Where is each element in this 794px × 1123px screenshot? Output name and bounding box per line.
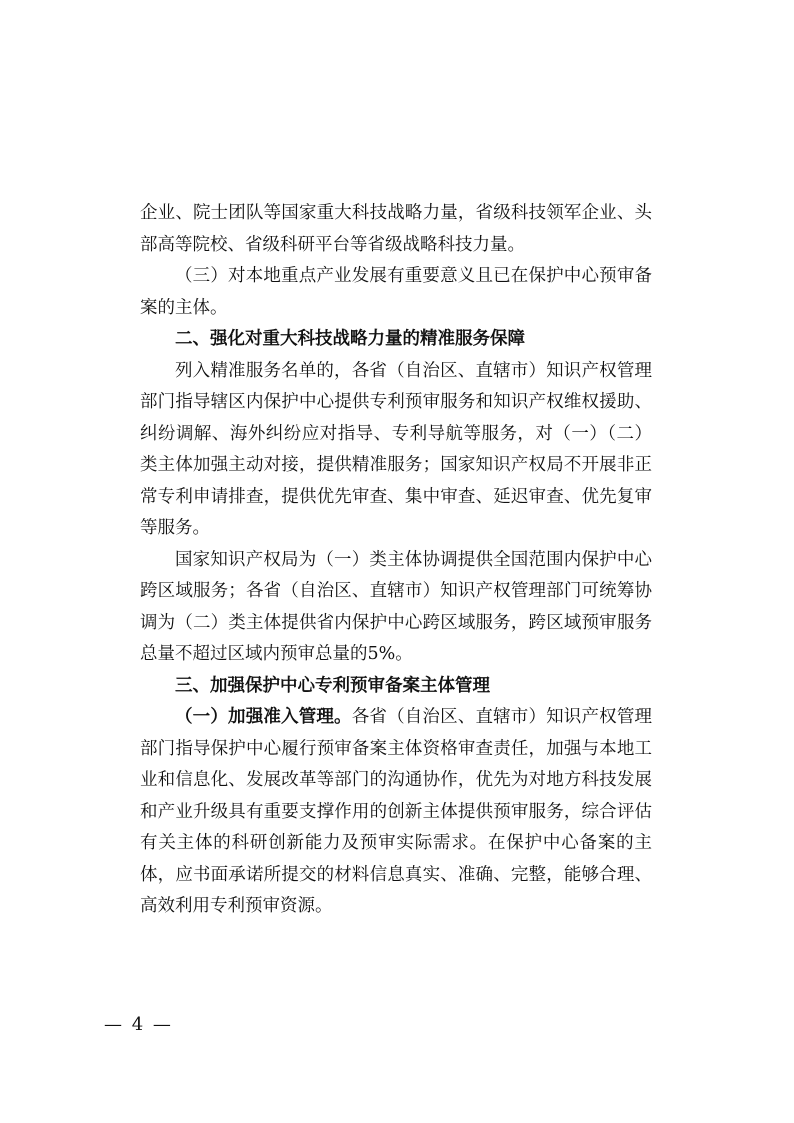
section-heading-two: 二、强化对重大科技战略力量的精准服务保障 xyxy=(175,329,525,349)
paragraph-cross-region: 国家知识产权局为（一）类主体协调提供全国范围内保护中心跨区域服务；各省（自治区、直辖市）知识产权管理部门可统筹协调为（二）类主体提供省内保护中心跨区域服务，跨区域预审服务总量不超过区域内预审总量的5%。 xyxy=(140,549,652,664)
paragraph-body: 各省（自治区、直辖市）知识产权管理部门指导保护中心履行预审备案主体资格审查责任，加强与本地工业和信息化、发展改革等部门的沟通协作，优先为对地方科技发展和产业升级具有重要支撑作用的创新主体提供预审服务，综合评估有关主体的科研创新能力及预审实际需求。在保护中心备案的主体，应书面承诺所提交的材料信息真实、准确、完整，能够合理、高效利用专利预审资源。 xyxy=(140,707,653,916)
page-number: — 4 — xyxy=(104,1014,173,1035)
paragraph-precise-service: 列入精准服务名单的，各省（自治区、直辖市）知识产权管理部门指导辖区内保护中心提供专利预审服务和知识产权维权援助、纠纷调解、海外纠纷应对指导、专利导航等服务，对（一）（二）类主体加强主动对接，提供精准服务；国家知识产权局不开展非正常专利申请排查，提供优先审查、集中审查、延迟审查、优先复审等服务。 xyxy=(140,360,652,538)
section-heading-three: 三、加强保护中心专利预审备案主体管理 xyxy=(175,675,490,696)
paragraph-continuation: 企业、院士团队等国家重大科技战略力量，省级科技领军企业、头部高等院校、省级科研平台等省级战略科技力量。 xyxy=(140,203,652,255)
paragraph-access-management xyxy=(140,702,652,923)
paragraph-lead: （一）加强准入管理。 xyxy=(175,707,352,727)
paragraph-item-three: （三）对本地重点产业发展有重要意义且已在保护中心预审备案的主体。 xyxy=(140,266,652,318)
document-body xyxy=(140,198,652,923)
